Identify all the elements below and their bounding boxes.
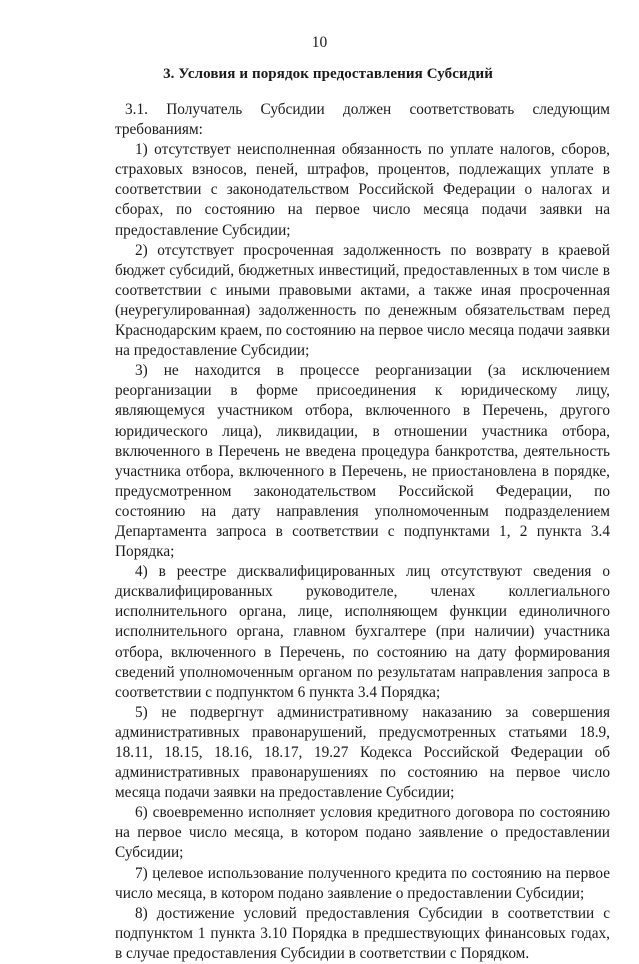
paragraph-item-1: 1) отсутствует неисполненная обязанность по уплате налогов, сборов, страховых взносов, пеней, штрафов, процентов, подлежащих уплате в соответствии с законодательством Российской Федерации о налогах и сборах, по состоянию на первое число месяца подачи заявки на предоставление Субсидии; <box>115 141 610 239</box>
paragraph-item-7: 7) целевое использование полученного кредита по состоянию на первое число месяца, в котором подано заявление о предоставлении Субсидии; <box>115 864 610 902</box>
page-number: 10 <box>311 34 328 51</box>
paragraph-item-2: 2) отсутствует просроченная задолженность по возврату в краевой бюджет субсидий, бюджетных инвестиций, предоставленных в том числе в соответствии с иными правовыми актами, а также иная просроченная (неурегулированная) задолженность по денежным обязательствам перед Краснодарским краем, по состоянию на первое число месяца подачи заявки на предоставление Субсидии; <box>115 241 610 360</box>
paragraph-item-3: 3) не находится в процессе реорганизации (за исключением реорганизации в форме присоединения к юридическому лицу, являющемуся участником отбора, включенного в Перечень, другого юридического лица), ликвидации, в отношении участника отбора, включенного в Перечень не введена процедура банкротства, деятельность участника отбора, включенного в Перечень, не приостановлена в порядке, предусмотренном законодательством Российской Федерации, по состоянию на дату направления уполномоченным подразделением Департамента запроса в соответствии с подпунктами 1, 2 пункта 3.4 Порядка; <box>115 362 610 561</box>
paragraph-item-8: 8) достижение условий предоставления Субсидии в соответствии с подпунктом 1 пункта 3.10 Порядка в предшествующих финансовых годах, в случае предоставления Субсидии в соответствии с Порядком. <box>115 904 610 962</box>
section-title: 3. Условия и порядок предоставления Субсидий <box>163 66 493 82</box>
section-body <box>115 100 610 964</box>
paragraph-item-4: 4) в реестре дисквалифицированных лиц отсутствуют сведения о дисквалифицированных руководителе, членах коллегиального исполнительного органа, лице, исполняющем функции единоличного исполнительного органа, главном бухгалтере (при наличии) участника отбора, включенного в Перечень, по состоянию на дату формирования сведений уполномоченным органом по результатам направления запроса в соответствии с подпунктом 6 пункта 3.4 Порядка; <box>115 563 610 701</box>
paragraph-item-5: 5) не подвергнут административному наказанию за совершения административных правонарушений, предусмотренных статьями 18.9, 18.11, 18.15, 18.16, 18.17, 19.27 Кодекса Российской Федерации об административных правонарушениях по состоянию на первое число месяца подачи заявки на предоставление Субсидии; <box>115 703 610 802</box>
paragraph-item-6: 6) своевременно исполняет условия кредитного договора по состоянию на первое число месяца, в котором подано заявление о предоставлении Субсидии; <box>115 804 610 862</box>
paragraph-3-1: 3.1. Получатель Субсидии должен соответствовать следующим требованиям: <box>115 101 610 139</box>
